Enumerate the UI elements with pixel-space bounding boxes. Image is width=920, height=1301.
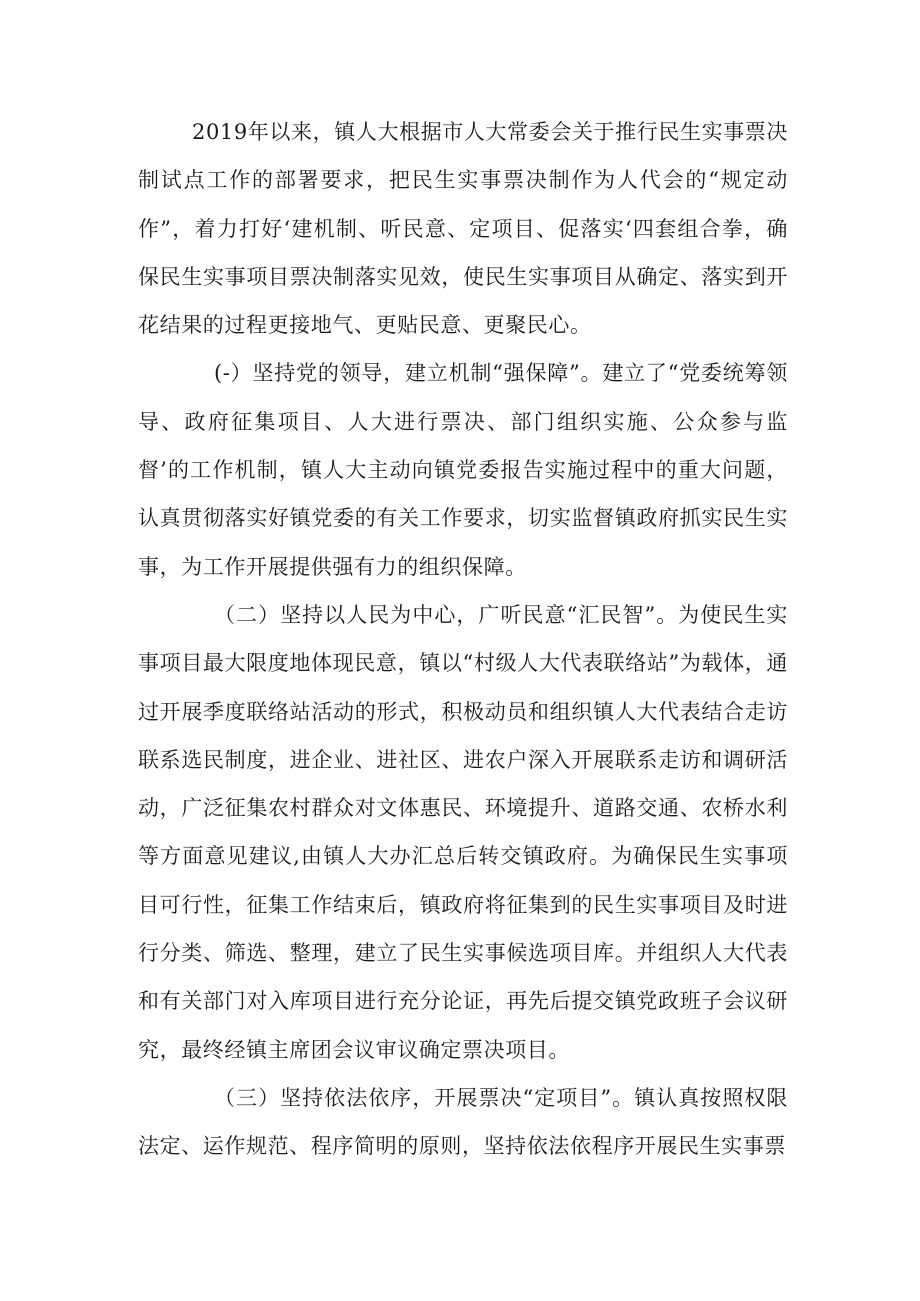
paragraph-section-3: （三）坚持依法依序，开展票决“定项目”。镇认真按照权限法定、运作规范、程序简明的原则，坚持依法依程序开展民生实事票 — [138, 1085, 788, 1159]
paragraph-section-1: (-）坚持党的领导，建立机制“强保障”。建立了“党委统筹领导、政府征集项目、人大进行票决、部门组织实施、公众参与监督’的工作机制，镇人大主动向镇党委报告实施过程中的重大问题，认真贯彻落实好镇党委的有关工作要求，切实监督镇政府抓实民生实事，为工作开展提供强有力的组织保障。 — [138, 361, 788, 579]
paragraph-intro: 2019年以来，镇人大根据市人大常委会关于推行民生实事票决制试点工作的部署要求，把民生实事票决制作为人代会的“规定动作”，着力打好‘建机制、听民意、定项目、促落实‘四套组合拳，确保民生实事项目票决制落实见效，使民生实事项目从确定、落实到开花结果的过程更接地气、更贴民意、更聚民心。 — [138, 120, 788, 338]
paragraph-section-2: （二）坚持以人民为中心，广听民意“汇民智”。为使民生实事项目最大限度地体现民意，镇以“村级人大代表联络站”为载体，通过开展季度联络站活动的形式，积极动员和组织镇人大代表结合走访联系选民制度，进企业、进社区、进农户深入开展联系走访和调研活动，广泛征集农村群众对文体惠民、环境提升、道路交通、农桥水利等方面意见建议,由镇人大办汇总后转交镇政府。为确保民生实事项目可行性，征集工作结束后，镇政府将征集到的民生实事项目及时进行分类、筛选、整理，建立了民生实事候选项目库。并组织人大代表和有关部门对入库项目进行充分论证，再先后提交镇党政班子会议研究，最终经镇主席团会议审议确定票决项目。 — [138, 602, 788, 1062]
document-body — [138, 108, 788, 1171]
